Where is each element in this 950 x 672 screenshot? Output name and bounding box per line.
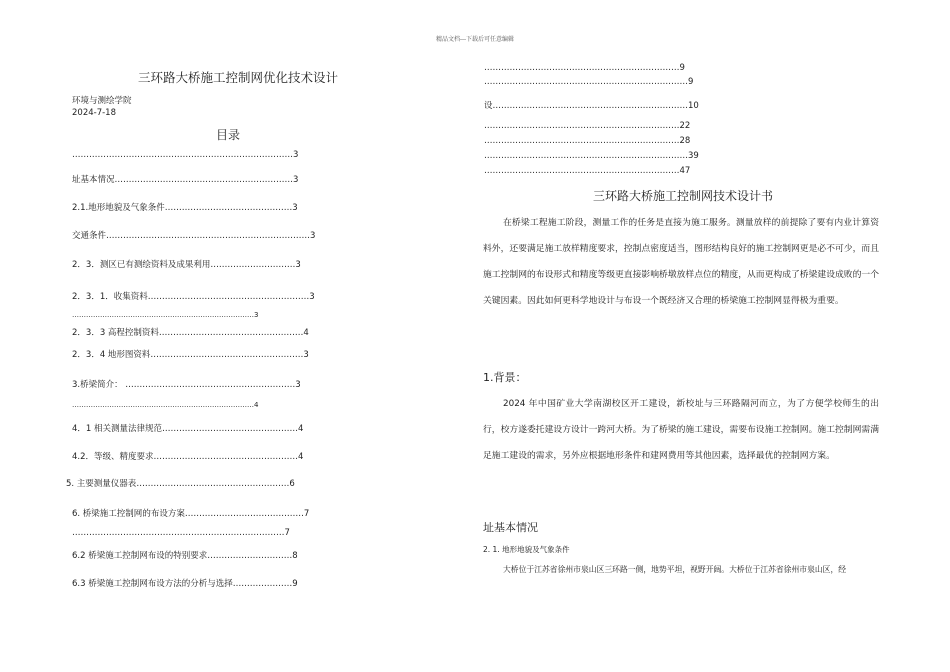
toc-entry[interactable]: 4.2．等级、精度要求……………………………………………4	[72, 452, 304, 462]
toc-entry[interactable]: 3.桥梁简介： ……………………………………………………3	[72, 380, 301, 390]
toc-entry[interactable]: ………………………………………………………………39	[484, 151, 699, 161]
toc-entry[interactable]: 2．3．3 高程控制资料……………………………………………4	[72, 328, 309, 338]
document-date: 2024-7-18	[72, 108, 116, 118]
toc-entry[interactable]: 5. 主要测量仪器表………………………………………………6	[66, 479, 295, 489]
toc-entry[interactable]: 6.2 桥梁施工控制网布设的特别要求…………………………8	[72, 551, 298, 561]
toc-entry[interactable]: 6. 桥梁施工控制网的布设方案……………………………………7	[72, 509, 310, 519]
toc-entry[interactable]: ……………………………………………………………47	[484, 166, 691, 176]
background-paragraph: 2024 年中国矿业大学南湖校区开工建设，新校址与三环路隔河而立，为了方便学校师生的出行，校方遂委托建设方设计一跨河大桥。为了桥梁的施工建设，需要布设施工控制网。施工控制网需满足施工建设的需求，另外应根据地形条件和建网费用等其他因素，选择最优的控制网方案。	[483, 399, 879, 461]
toc-entry[interactable]: 4．1 相关测量法律规范…………………………………………4	[72, 424, 304, 434]
toc-entry[interactable]: 2．3．测区已有测绘资料及成果利用…………………………3	[72, 260, 301, 270]
toc-entry[interactable]: ……………………………………………………………………3	[72, 311, 259, 319]
school-name: 环境与测绘学院	[72, 96, 132, 106]
toc-entry[interactable]: ……………………………………………………………………3	[72, 150, 299, 160]
toc-entry[interactable]: ……………………………………………………………22	[484, 121, 691, 131]
design-book-title: 三环路大桥施工控制网技术设计书	[592, 189, 773, 203]
background-heading: 1.背景：	[483, 371, 527, 384]
toc-entry[interactable]: ……………………………………………………………………4	[72, 401, 259, 409]
header-note: 精品文档---下载后可任意编辑	[435, 36, 515, 43]
toc-entry[interactable]: ……………………………………………………………28	[484, 136, 691, 146]
toc-heading: 目录	[215, 128, 240, 142]
toc-entry[interactable]: 设……………………………………………………………10	[484, 101, 699, 111]
document-title: 三环路大桥施工控制网优化技术设计	[137, 70, 338, 85]
toc-entry[interactable]: 6.3 桥梁施工控制网布设方法的分析与选择…………………9	[72, 579, 298, 589]
intro-paragraph: 在桥梁工程施工阶段，测量工作的任务是直接为施工服务。测量放样的前提除了要有内业计算资料外，还要满足施工放样精度要求，控制点密度适当，图形结构良好的施工控制网更是必不可少，而且施工控制网的布设形式和精度等级更直接影响桥墩放样点位的精度，从而更构成了桥梁建设成败的一个关键因素。因此如何更科学地设计与布设一个既经济又合理的桥梁施工控制网显得极为重要。	[483, 218, 879, 306]
toc-entry[interactable]: 2．3．4 地形图资料………………………………………………3	[72, 350, 309, 360]
toc-entry[interactable]: ……………………………………………………………9	[484, 63, 685, 73]
terrain-paragraph: 大桥位于江苏省徐州市泉山区三环路一侧，地势平坦，视野开阔。大桥位于江苏省徐州市泉山区，经	[503, 565, 847, 574]
toc-entry[interactable]: 2．3．1．收集资料…………………………………………………3	[72, 292, 315, 302]
toc-entry[interactable]: 2.1.地形地貌及气象条件………………………………………3	[72, 203, 298, 213]
toc-entry[interactable]: ………………………………………………………………9	[484, 77, 694, 87]
toc-entry[interactable]: 址基本情况………………………………………………………3	[72, 175, 299, 185]
terrain-subheading: 2. 1. 地形地貌及气象条件	[483, 545, 570, 554]
toc-entry[interactable]: …………………………………………………………………7	[72, 528, 290, 538]
site-heading: 址基本情况	[483, 521, 538, 534]
toc-entry[interactable]: 交通条件………………………………………………………………3	[72, 231, 316, 241]
